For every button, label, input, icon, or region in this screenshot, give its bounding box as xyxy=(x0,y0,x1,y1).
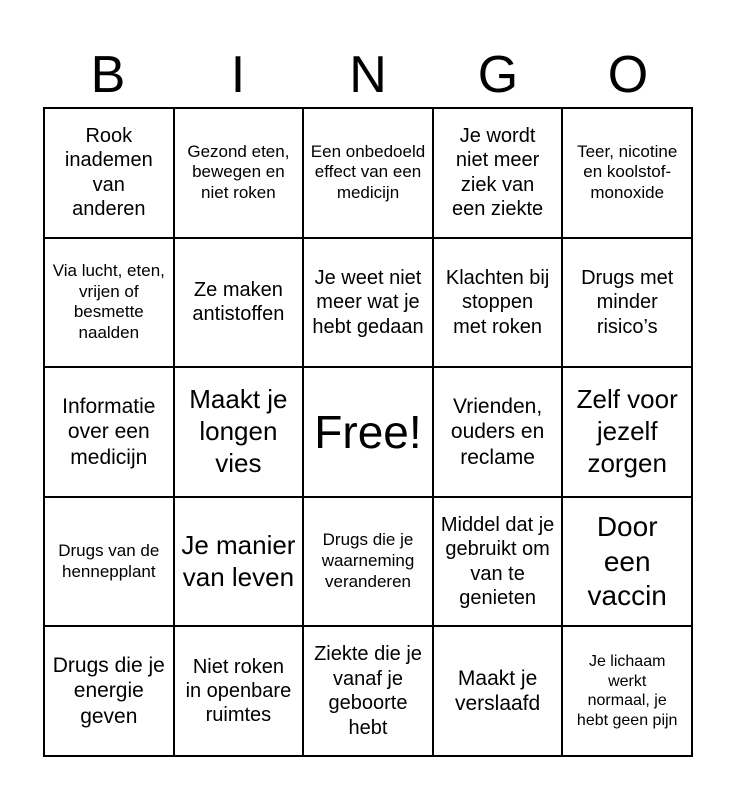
bingo-cell[interactable] xyxy=(44,497,174,627)
cell-text: Vrienden, ouders en reclame xyxy=(450,394,545,469)
cell-text: Teer, nicotine en koolstof-monoxide xyxy=(577,141,678,203)
cell-text: Maakt je longen vies xyxy=(189,384,288,478)
bingo-cell[interactable] xyxy=(174,108,304,238)
bingo-cell[interactable] xyxy=(303,108,433,238)
cell-text: Niet roken in openbare ruimtes xyxy=(185,655,292,727)
cell-text: Drugs die je energie geven xyxy=(52,653,165,728)
cell-text: Drugs die je waarneming veranderen xyxy=(321,530,415,591)
bingo-cell[interactable] xyxy=(303,497,433,627)
bingo-cell[interactable] xyxy=(44,367,174,497)
bingo-cell[interactable] xyxy=(44,108,174,238)
cell-text: Maakt je verslaafd xyxy=(454,666,541,716)
bingo-cell[interactable] xyxy=(433,367,563,497)
bingo-cell[interactable] xyxy=(562,497,692,627)
cell-text: Je manier van leven xyxy=(181,529,296,592)
bingo-cell[interactable] xyxy=(562,626,692,756)
bingo-cell[interactable] xyxy=(433,497,563,627)
header-letter-b: B xyxy=(90,46,126,104)
cell-text: Zelf voor jezelf zorgen xyxy=(576,384,678,478)
header-letter-i: I xyxy=(230,46,246,104)
cell-text: Ze maken antistoffen xyxy=(192,279,285,326)
cell-text: Middel dat je gebruikt om van te genieten xyxy=(440,513,555,609)
bingo-cell[interactable] xyxy=(433,108,563,238)
cell-text: Informatie over een medicijn xyxy=(62,394,156,469)
bingo-cell[interactable] xyxy=(44,238,174,368)
cell-text: Een onbedoeld effect van een medicijn xyxy=(310,141,426,203)
cell-text: Je wordt niet meer ziek van een ziekte xyxy=(452,125,544,221)
bingo-board xyxy=(43,107,693,757)
cell-text: Rook inademen van anderen xyxy=(64,125,153,221)
bingo-cell[interactable] xyxy=(303,238,433,368)
cell-text: Je lichaam werkt normaal, je hebt geen pijn xyxy=(576,653,678,729)
bingo-cell[interactable] xyxy=(174,367,304,497)
cell-text: Drugs van de hennepplant xyxy=(58,540,160,581)
cell-text: Je weet niet meer wat je hebt gedaan xyxy=(312,266,424,338)
bingo-cell[interactable] xyxy=(562,108,692,238)
cell-text: Ziekte die je vanaf je geboorte hebt xyxy=(314,643,422,739)
bingo-cell[interactable] xyxy=(303,626,433,756)
cell-text: Drugs met minder risico’s xyxy=(581,266,674,338)
cell-text: Via lucht, eten, vrijen of besmette naalden xyxy=(52,260,165,343)
bingo-cell[interactable] xyxy=(174,238,304,368)
bingo-cell[interactable] xyxy=(562,367,692,497)
cell-text: Door een vaccin xyxy=(587,511,667,611)
header-letter-g: G xyxy=(477,46,519,104)
bingo-cell[interactable] xyxy=(433,626,563,756)
bingo-cell[interactable] xyxy=(44,626,174,756)
header-letter-n: N xyxy=(349,46,387,104)
bingo-cell[interactable] xyxy=(562,238,692,368)
cell-text: Klachten bij stoppen met roken xyxy=(445,266,550,338)
bingo-cell[interactable] xyxy=(174,626,304,756)
free-space-label: Free! xyxy=(314,405,422,458)
header-letter-o: O xyxy=(607,46,649,104)
free-cell[interactable] xyxy=(303,367,433,497)
bingo-cell[interactable] xyxy=(174,497,304,627)
cell-text: Gezond eten, bewegen en niet roken xyxy=(187,141,290,203)
bingo-cell[interactable] xyxy=(433,238,563,368)
bingo-header xyxy=(43,44,693,106)
